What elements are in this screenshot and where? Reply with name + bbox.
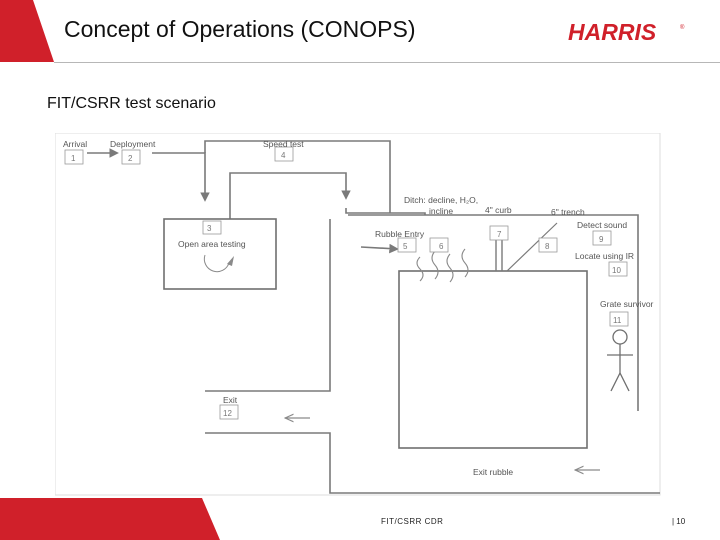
label-rubble-entry: Rubble Entry xyxy=(375,229,425,239)
label-arrival: Arrival xyxy=(63,139,88,149)
label-deployment: Deployment xyxy=(110,139,156,149)
num-9: 9 xyxy=(599,235,604,244)
diagram-panel xyxy=(55,133,660,495)
num-box-3 xyxy=(203,221,221,234)
label-exit-rubble: Exit rubble xyxy=(473,467,514,477)
label-curb: 4" curb xyxy=(485,205,512,215)
num-11: 11 xyxy=(613,316,622,325)
num-1: 1 xyxy=(71,154,76,163)
label-grate: Grate survivor xyxy=(600,299,654,309)
diagram-subtitle: FIT/CSRR test scenario xyxy=(47,95,216,112)
footer-accent-bar xyxy=(0,498,720,540)
page-title: Concept of Operations (CONOPS) xyxy=(64,16,416,42)
num-8: 8 xyxy=(545,242,550,251)
label-speed-test: Speed test xyxy=(263,139,304,149)
num-10: 10 xyxy=(612,266,621,275)
svg-text:®: ® xyxy=(680,25,685,31)
label-exit: Exit xyxy=(223,395,238,405)
harris-logo xyxy=(566,19,688,50)
label-ditch-2: incline xyxy=(429,206,454,216)
num-2: 2 xyxy=(128,154,133,163)
harris-logo-text: HARRIS xyxy=(568,19,657,45)
num-3: 3 xyxy=(207,224,212,233)
footer-label: FIT/CSRR CDR xyxy=(381,517,444,526)
label-open-area: Open area testing xyxy=(178,239,246,249)
num-7: 7 xyxy=(497,230,502,239)
label-trench: 6" trench xyxy=(551,207,585,217)
num-5: 5 xyxy=(403,242,408,251)
test-scenario-diagram xyxy=(55,133,665,498)
label-ditch-1: Ditch: decline, H₂O, xyxy=(404,195,479,205)
header-accent-wedge xyxy=(0,0,60,64)
num-6: 6 xyxy=(439,242,444,251)
label-detect-sound: Detect sound xyxy=(577,220,628,230)
page-number: | 10 xyxy=(672,517,686,526)
num-4: 4 xyxy=(281,151,286,160)
header-divider xyxy=(54,62,720,63)
label-locate: Locate using IR xyxy=(575,251,635,261)
num-12: 12 xyxy=(223,409,232,418)
